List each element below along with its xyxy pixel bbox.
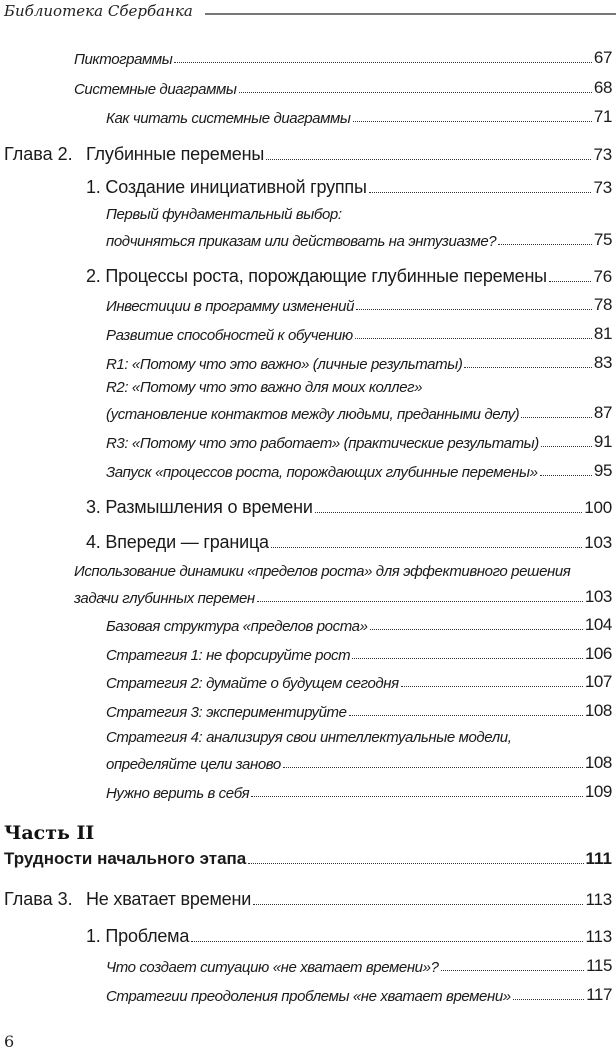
running-header	[4, 0, 616, 22]
toc-entry-page: 87	[593, 403, 612, 422]
toc-entry[interactable]	[106, 701, 612, 721]
dot-leader	[353, 121, 592, 122]
toc-entry-title: Стратегия 2: думайте о будущем сегодня	[106, 675, 399, 692]
toc-entry-title: подчиняться приказам или действовать на энтузиазме?	[106, 233, 497, 250]
dot-leader	[352, 658, 583, 659]
dot-leader	[540, 475, 592, 476]
toc-entry-page: 106	[584, 644, 612, 663]
toc-entry-page: 113	[585, 890, 612, 909]
toc-entry-page: 111	[585, 849, 612, 868]
toc-entry[interactable]	[106, 461, 612, 481]
toc-entry-page: 115	[586, 956, 612, 975]
toc-entry-page: 73	[593, 145, 612, 164]
toc-section-entry[interactable]	[86, 497, 612, 518]
toc-entry-page: 83	[593, 353, 612, 372]
toc-entry-title: 4. Впереди — граница	[86, 532, 269, 552]
toc-entry-title: Стратегия 3: экспериментируйте	[106, 704, 347, 721]
toc-entry[interactable]	[106, 324, 612, 344]
toc-entry-page: 73	[593, 178, 612, 197]
toc-entry-title: Стратегии преодоления проблемы «не хватает времени»	[106, 988, 511, 1005]
toc-entry[interactable]	[74, 48, 612, 68]
dot-leader	[251, 796, 583, 797]
toc-entry-title: Развитие способностей к обучению	[106, 327, 353, 344]
toc-entry-page: 103	[584, 587, 612, 606]
dot-leader	[283, 767, 583, 768]
toc-entry-title-line1: Первый фундаментальный выбор:	[106, 206, 342, 223]
dot-leader	[498, 244, 592, 245]
dot-leader	[315, 512, 583, 513]
toc-entry-page: 95	[593, 461, 612, 480]
dot-leader	[253, 904, 583, 905]
toc-entry[interactable]	[74, 587, 612, 607]
toc-entry-page: 117	[586, 985, 612, 1004]
toc-entry[interactable]	[106, 432, 612, 452]
toc-entry-page: 108	[584, 701, 612, 720]
toc-entry[interactable]	[106, 782, 612, 802]
chapter-number: Глава 3.	[4, 889, 73, 909]
page-number: 6	[4, 1032, 15, 1051]
toc-entry-title: 1. Проблема	[86, 926, 190, 946]
toc-entry[interactable]	[106, 644, 612, 664]
toc-entry-title: Трудности начального этапа	[4, 849, 247, 868]
toc-entry-page: 75	[593, 230, 612, 249]
toc-entry-title: Системные диаграммы	[74, 81, 237, 98]
toc-entry[interactable]	[106, 956, 612, 976]
chapter-number: Глава 2.	[4, 144, 73, 164]
dot-leader	[191, 941, 583, 942]
toc-entry-page: 78	[593, 295, 612, 314]
toc-part-entry[interactable]	[4, 849, 612, 869]
toc-entry-title: 3. Размышления о времени	[86, 497, 313, 517]
toc-entry-title: (установление контактов между людьми, преданными делу)	[106, 406, 520, 423]
toc-entry[interactable]	[106, 353, 612, 373]
toc-entry-page: 71	[593, 107, 612, 126]
toc-entry-title: Как читать системные диаграммы	[106, 110, 351, 127]
running-header-title: Библиотека Сбербанка	[4, 2, 193, 20]
toc-entry-title: Глубинные перемены	[86, 144, 265, 164]
dot-leader	[356, 309, 592, 310]
toc-entry-page: 109	[584, 782, 612, 801]
toc-entry-title-line1: Стратегия 4: анализируя свои интеллектуальные модели,	[106, 729, 512, 746]
dot-leader	[521, 417, 592, 418]
toc-entry-page: 100	[584, 498, 612, 517]
dot-leader	[174, 62, 591, 63]
toc-entry-page: 107	[584, 672, 612, 691]
toc-entry-page: 81	[593, 324, 612, 343]
toc-entry-page: 103	[584, 533, 612, 552]
dot-leader	[549, 281, 592, 282]
toc-entry[interactable]	[106, 295, 612, 315]
toc-entry-title: Нужно верить в себя	[106, 785, 250, 802]
toc-entry-title: Стратегия 1: не форсируйте рост	[106, 647, 351, 664]
toc-entry-title: 1. Создание инициативной группы	[86, 177, 367, 197]
toc-entry-title: определяйте цели заново	[106, 756, 281, 773]
toc-entry-title: Базовая структура «пределов роста»	[106, 618, 368, 635]
toc-entry-page: 76	[593, 267, 612, 286]
toc-entry[interactable]	[74, 78, 612, 98]
dot-leader	[355, 338, 592, 339]
dot-leader	[248, 863, 583, 864]
toc-entry-page: 104	[584, 615, 612, 634]
toc-entry-title: R3: «Потому что это работает» (практические результаты)	[106, 435, 539, 452]
dot-leader	[349, 715, 583, 716]
dot-leader	[541, 446, 592, 447]
toc-entry-title: Инвестиции в программу изменений	[106, 298, 355, 315]
toc-entry[interactable]	[106, 985, 612, 1005]
toc-entry[interactable]	[106, 615, 612, 635]
toc-entry-title: R1: «Потому что это важно» (личные результаты)	[106, 356, 463, 373]
toc-entry-page: 108	[584, 753, 612, 772]
toc-entry-title: 2. Процессы роста, порождающие глубинные перемены	[86, 266, 547, 286]
dot-leader	[370, 629, 583, 630]
toc-entry-page: 68	[593, 78, 612, 97]
toc-entry[interactable]	[106, 230, 612, 250]
dot-leader	[401, 686, 583, 687]
toc-section-entry[interactable]	[86, 926, 612, 947]
dot-leader	[266, 159, 591, 160]
toc-entry[interactable]	[106, 403, 612, 423]
toc-entry-page: 91	[593, 432, 612, 451]
toc-entry[interactable]	[106, 107, 612, 127]
dot-leader	[513, 999, 584, 1000]
dot-leader	[464, 367, 591, 368]
dot-leader	[271, 547, 582, 548]
toc-section-entry[interactable]	[86, 532, 612, 553]
toc-entry[interactable]	[106, 753, 612, 773]
toc-entry-title-line1: Использование динамики «пределов роста» для эффективного решения	[74, 563, 571, 580]
toc-entry[interactable]	[106, 672, 612, 692]
header-rule	[205, 13, 616, 15]
dot-leader	[369, 192, 592, 193]
toc-entry-title: Что создает ситуацию «не хватает времени»?	[106, 959, 439, 976]
part-heading: Часть II	[4, 822, 95, 844]
toc-entry-title-line1: R2: «Потому что это важно для моих коллег»	[106, 379, 423, 396]
toc-entry-title: Пиктограммы	[74, 51, 173, 68]
toc-section-entry[interactable]	[86, 266, 612, 287]
toc-section-entry[interactable]	[86, 177, 612, 198]
toc-entry-title: Не хватает времени	[86, 889, 252, 909]
toc-entry-page: 113	[585, 927, 612, 946]
toc-entry-title: задачи глубинных перемен	[74, 590, 255, 607]
toc-chapter-entry[interactable]	[86, 889, 612, 910]
toc-entry-page: 67	[593, 48, 612, 67]
dot-leader	[257, 601, 583, 602]
dot-leader	[239, 92, 592, 93]
toc-chapter-entry[interactable]	[86, 144, 612, 165]
toc-entry-title: Запуск «процессов роста, порождающих глубинные перемены»	[106, 464, 538, 481]
dot-leader	[441, 970, 585, 971]
